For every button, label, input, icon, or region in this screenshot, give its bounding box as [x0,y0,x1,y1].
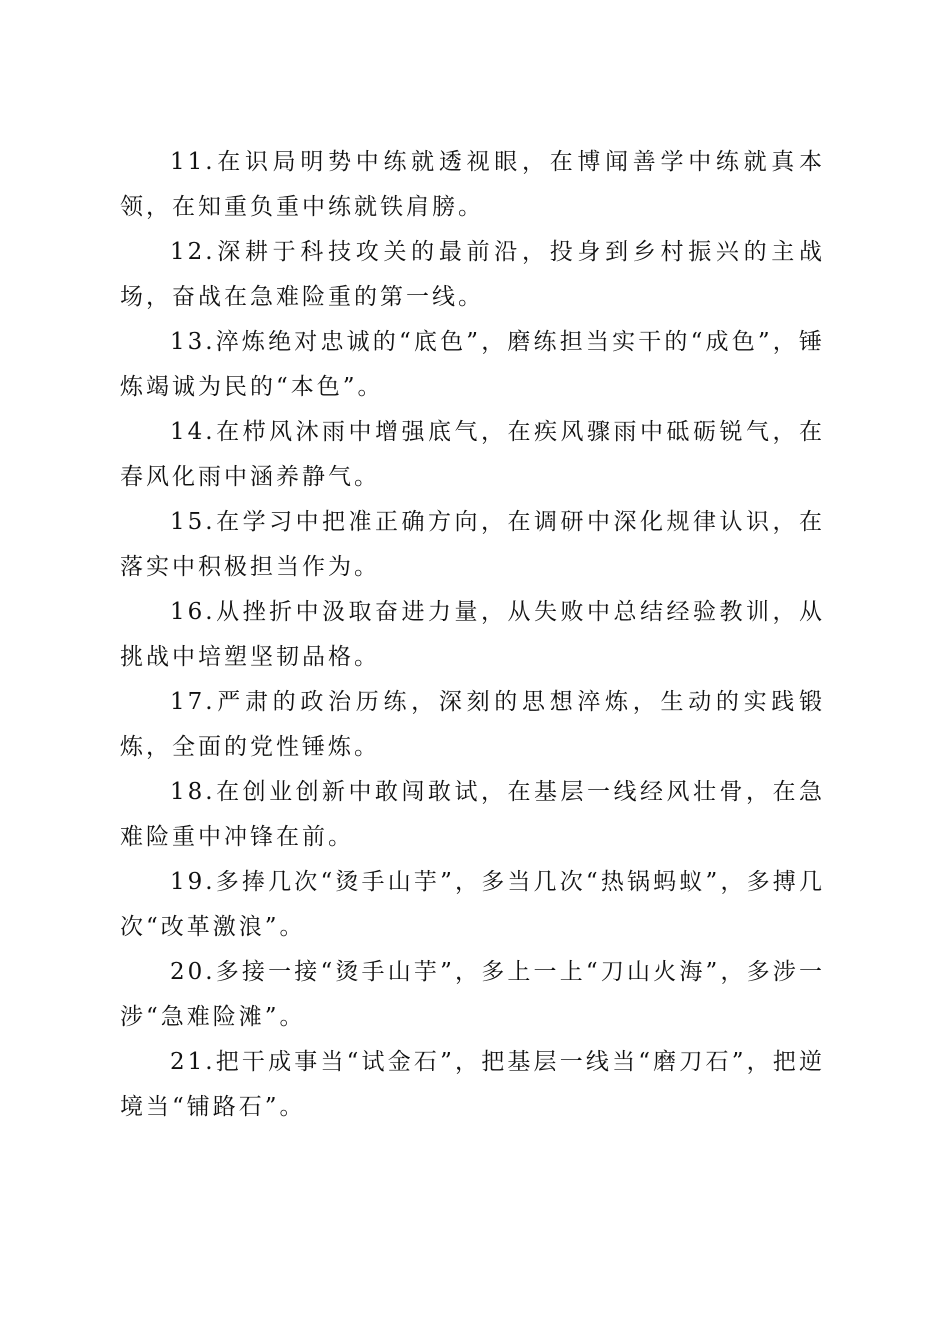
paragraph-14: 14.在栉风沐雨中增强底气，在疾风骤雨中砥砺锐气，在春风化雨中涵养静气。 [120,419,825,490]
paragraph-18: 18.在创业创新中敢闯敢试，在基层一线经风壮骨，在急难险重中冲锋在前。 [120,779,825,850]
paragraph-12: 12.深耕于科技攻关的最前沿，投身到乡村振兴的主战场，奋战在急难险重的第一线。 [120,239,825,310]
paragraph-17: 17.严肃的政治历练，深刻的思想淬炼，生动的实践锻炼，全面的党性锤炼。 [120,689,825,760]
paragraph-19: 19.多捧几次“烫手山芋”，多当几次“热锅蚂蚁”，多搏几次“改革激浪”。 [120,869,825,940]
paragraph-16: 16.从挫折中汲取奋进力量，从失败中总结经验教训，从挑战中培塑坚韧品格。 [120,599,825,670]
document-body [120,140,825,1130]
paragraph-11: 11.在识局明势中练就透视眼，在博闻善学中练就真本领，在知重负重中练就铁肩膀。 [120,149,825,220]
paragraph-15: 15.在学习中把准正确方向，在调研中深化规律认识，在落实中积极担当作为。 [120,509,825,580]
paragraph-13: 13.淬炼绝对忠诚的“底色”，磨练担当实干的“成色”，锤炼竭诚为民的“本色”。 [120,329,825,400]
paragraph-20: 20.多接一接“烫手山芋”，多上一上“刀山火海”，多涉一涉“急难险滩”。 [120,959,825,1030]
paragraph-21: 21.把干成事当“试金石”，把基层一线当“磨刀石”，把逆境当“铺路石”。 [120,1049,825,1120]
